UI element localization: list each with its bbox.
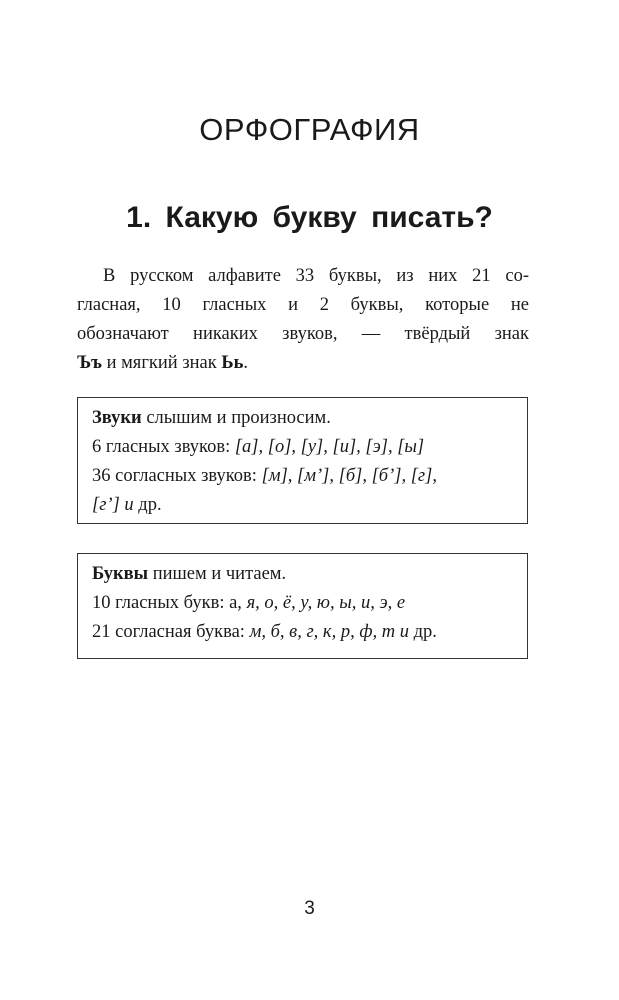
consonant-letters-row xyxy=(92,618,527,647)
hard-sign: Ъъ xyxy=(77,353,102,373)
intro-line-4-mid: и мягкий знак xyxy=(101,353,222,373)
page-title: ОРФОГРАФИЯ xyxy=(199,112,420,147)
intro-line-4-end: . xyxy=(243,353,248,373)
consonant-sounds-row-2 xyxy=(92,491,527,520)
intro-line-3: обозначают никаких звуков, — твёрдый знак xyxy=(77,324,529,344)
consonant-sounds-label: 36 согласных звуков: xyxy=(92,466,262,486)
consonant-letters-label: 21 согласная буква: xyxy=(92,622,250,642)
letters-definition-text: пишем и читаем. xyxy=(148,564,287,584)
vowel-sounds-label: 6 гласных звуков: xyxy=(92,437,235,457)
vowel-letters-list: я, о, ё, у, ю, ы, и, э, е xyxy=(246,593,406,613)
letters-term: Буквы xyxy=(92,564,149,584)
consonant-letters-list: м, б, в, г, к, р, ф, т и xyxy=(249,622,409,642)
section-heading: 1. Какую букву писать? xyxy=(126,201,493,234)
vowel-letters-first: а, xyxy=(229,593,247,613)
page-number: 3 xyxy=(304,898,315,919)
consonant-sounds-list-1: [м], [м’], [б], [б’], [г], xyxy=(261,466,437,486)
vowel-letters-row xyxy=(92,589,527,618)
consonant-sounds-etc: др. xyxy=(133,495,162,515)
consonant-letters-etc: др. xyxy=(408,622,437,642)
vowel-letters-label: 10 гласных букв: xyxy=(92,593,230,613)
sounds-definition-text: слышим и произносим. xyxy=(141,408,331,428)
vowel-sounds-row xyxy=(92,433,527,462)
intro-line-1: В русском алфавите 33 буквы, из них 21 со- xyxy=(103,266,529,286)
intro-line-4 xyxy=(77,349,529,378)
sounds-definition xyxy=(92,404,527,433)
sounds-box xyxy=(77,397,528,524)
vowel-sounds-list: [а], [о], [у], [и], [э], [ы] xyxy=(234,437,425,457)
letters-definition xyxy=(92,560,527,589)
intro-line-2: гласная, 10 гласных и 2 буквы, которые не xyxy=(77,295,529,315)
intro-paragraph xyxy=(77,262,529,378)
letters-box xyxy=(77,553,528,659)
sounds-term: Звуки xyxy=(92,408,142,428)
soft-sign: Ьь xyxy=(221,353,244,373)
consonant-sounds-row xyxy=(92,462,527,491)
consonant-sounds-list-2: [г’] и xyxy=(92,495,134,515)
